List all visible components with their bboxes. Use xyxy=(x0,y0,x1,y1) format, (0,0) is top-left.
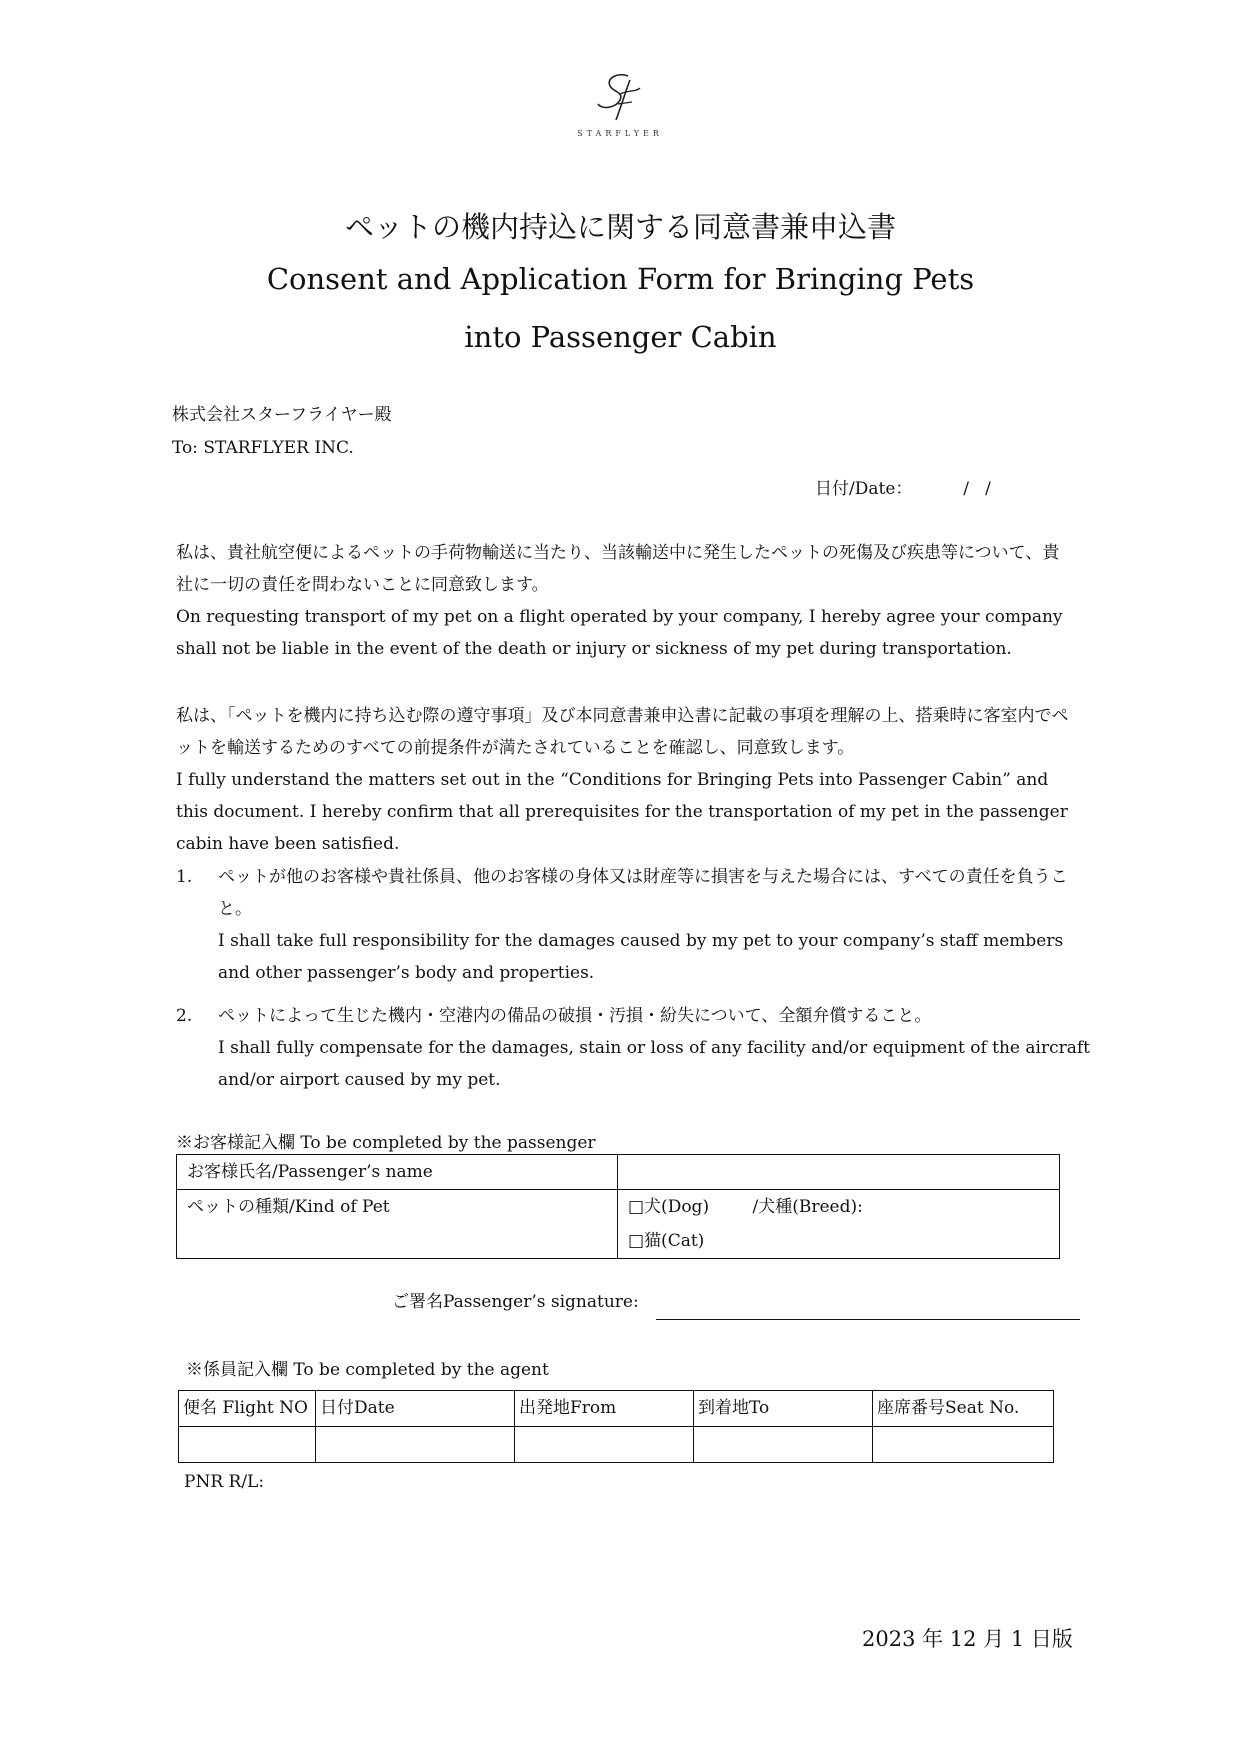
item-ja: ペットによって生じた機内・空港内の備品の破損・汚損・紛失について、全額弁償すること。 xyxy=(218,1006,932,1026)
title-english-line2: into Passenger Cabin xyxy=(464,320,777,354)
addressee-english: To: STARFLYER INC. xyxy=(172,438,354,458)
list-item xyxy=(218,861,1098,989)
logo-wordmark: STARFLYER xyxy=(577,129,663,138)
item-en: I shall take full responsibility for the damages caused by my pet to your company’s staff members and other passenger’s body and properties. xyxy=(218,931,1064,983)
column-header: 便名 Flight NO xyxy=(179,1391,316,1427)
column-header: 出発地From xyxy=(515,1391,694,1427)
column-header: 座席番号Seat No. xyxy=(873,1391,1054,1427)
agent-section-label: ※係員記入欄 To be completed by the agent xyxy=(186,1360,549,1380)
agent-table xyxy=(178,1390,1054,1463)
table-row xyxy=(179,1427,1054,1463)
item-ja: ペットが他のお客様や貴社係員、他のお客様の身体又は財産等に損害を与えた場合には、すべての責任を負うこと。 xyxy=(218,867,1068,919)
table-row xyxy=(179,1391,1054,1427)
item-en: I shall fully compensate for the damages, stain or loss of any facility and/or equipment of the aircraft and/or airport caused by my pet. xyxy=(218,1038,1091,1090)
item-number: 2. xyxy=(176,1006,193,1026)
date-cell[interactable] xyxy=(316,1427,515,1463)
table-row xyxy=(177,1190,1060,1259)
date-field[interactable] xyxy=(815,474,991,499)
passenger-section-label: ※お客様記入欄 To be completed by the passenger xyxy=(176,1133,596,1153)
passenger-name-field[interactable] xyxy=(618,1155,1060,1190)
pnr-label: PNR R/L: xyxy=(184,1472,265,1492)
to-cell[interactable] xyxy=(694,1427,873,1463)
title-japanese: ペットの機内持込に関する同意書兼申込書 xyxy=(344,210,896,244)
signature-line[interactable] xyxy=(656,1319,1080,1320)
pet-kind-options xyxy=(618,1190,1060,1259)
addressee-japanese: 株式会社スターフライヤー殿 xyxy=(172,405,392,425)
seat-no-cell[interactable] xyxy=(873,1427,1054,1463)
paragraph-liability-en: On requesting transport of my pet on a flight operated by your company, I hereby agree your company shall not be liable in the event of the death or injury or sickness of my pet during transportation. xyxy=(176,607,1063,659)
flight-no-cell[interactable] xyxy=(179,1427,316,1463)
paragraph-conditions xyxy=(176,700,1076,860)
passenger-table xyxy=(176,1154,1060,1259)
cat-checkbox[interactable]: □猫(Cat) xyxy=(628,1231,705,1251)
breed-label: /犬種(Breed): xyxy=(752,1197,863,1217)
title-english-line1: Consent and Application Form for Bringing Pets xyxy=(266,262,975,296)
column-header: 日付Date xyxy=(316,1391,515,1427)
version-date: 2023 年 12 月 1 日版 xyxy=(862,1627,1073,1651)
table-row xyxy=(177,1155,1060,1190)
pet-kind-label: ペットの種類/Kind of Pet xyxy=(177,1190,618,1259)
paragraph-conditions-ja: 私は、「ペットを機内に持ち込む際の遵守事項」及び本同意書兼申込書に記載の事項を理解の上、搭乗時に客室内でペットを輸送するためのすべての前提条件が満たされていることを確認し、同意致します。 xyxy=(176,706,1069,758)
from-cell[interactable] xyxy=(515,1427,694,1463)
paragraph-conditions-en: I fully understand the matters set out in the “Conditions for Bringing Pets into Passenger Cabin” and this document. I hereby confirm that all prerequisites for the transportation of my pet in the passenger cabin have been satisfied. xyxy=(176,770,1068,854)
dog-checkbox[interactable]: □犬(Dog) xyxy=(628,1197,710,1217)
date-blank: / / xyxy=(952,479,991,499)
column-header: 到着地To xyxy=(694,1391,873,1427)
sf-monogram-icon xyxy=(590,70,650,125)
paragraph-liability-ja: 私は、貴社航空便によるペットの手荷物輸送に当たり、当該輸送中に発生したペットの死傷及び疾患等について、貴社に一切の責任を問わないことに同意致します。 xyxy=(176,543,1060,595)
signature-label: ご署名Passenger’s signature: xyxy=(392,1292,639,1312)
starflyer-logo xyxy=(560,70,680,138)
passenger-name-label: お客様氏名/Passenger’s name xyxy=(177,1155,618,1190)
item-number: 1. xyxy=(176,867,193,887)
list-item xyxy=(218,1000,1098,1096)
paragraph-liability xyxy=(176,537,1076,665)
date-label: 日付/Date： xyxy=(815,479,913,499)
